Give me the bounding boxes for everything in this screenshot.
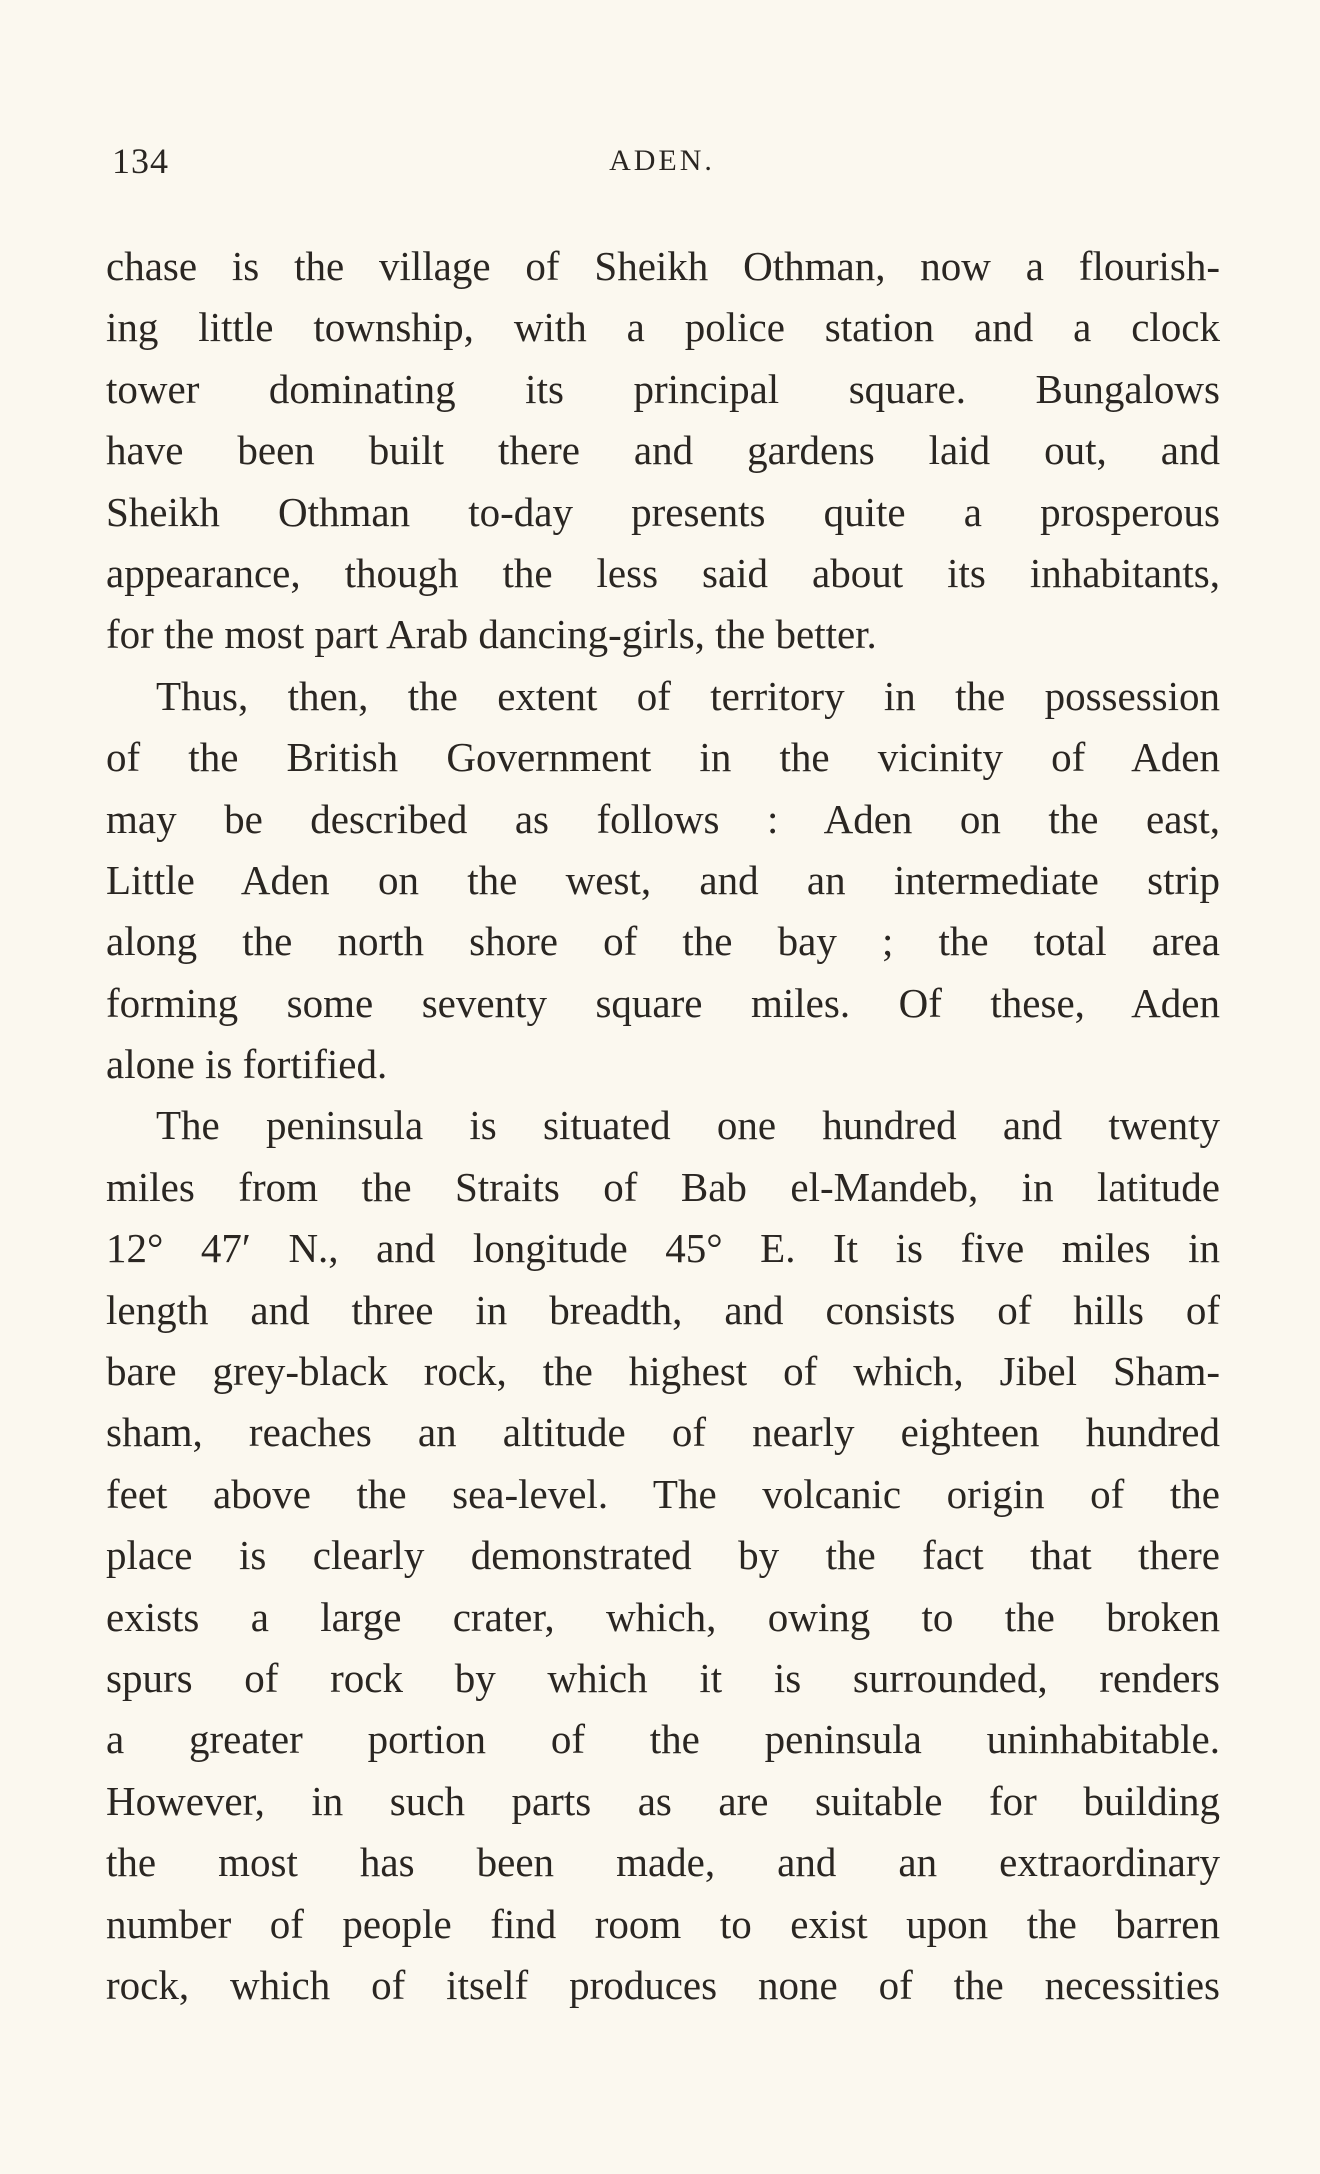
text-line: chase is the village of Sheikh Othman, now a flourish-	[106, 243, 1220, 289]
text-line: tower dominating its principal square. Bungalows	[106, 365, 1220, 412]
text-line: of the British Government in the vicinity of Aden	[106, 734, 1220, 781]
body-text	[106, 236, 1220, 2016]
text-line: the most has been made, and an extraordinary	[106, 1839, 1220, 1886]
text-line: ing little township, with a police station and a clock	[106, 304, 1220, 351]
text-line: have been built there and gardens laid out, and	[106, 427, 1220, 474]
page-number: 134	[112, 141, 169, 181]
text-line: However, in such parts as are suitable for building	[106, 1777, 1220, 1824]
text-line: appearance, though the less said about its inhabitants,	[106, 549, 1220, 596]
text-line: along the north shore of the bay ; the total area	[106, 918, 1220, 965]
running-head	[106, 140, 1218, 190]
text-line: alone is fortified.	[106, 1041, 388, 1088]
text-line: miles from the Straits of Bab el-Mandeb, in latitude	[106, 1163, 1220, 1210]
text-line: may be described as follows : Aden on the east,	[106, 795, 1220, 842]
text-line: bare grey-black rock, the highest of which, Jibel Sham-	[106, 1348, 1220, 1395]
text-line: Thus, then, the extent of territory in the possession	[156, 672, 1220, 719]
text-line: Little Aden on the west, and an intermediate strip	[106, 856, 1220, 903]
text-line: Sheikh Othman to-day presents quite a prosperous	[106, 488, 1220, 535]
text-line: sham, reaches an altitude of nearly eighteen hundred	[106, 1409, 1220, 1456]
text-line: rock, which of itself produces none of the necessities	[106, 1961, 1220, 2008]
text-line: a greater portion of the peninsula uninhabitable.	[106, 1716, 1220, 1763]
text-line: length and three in breadth, and consists of hills of	[106, 1286, 1220, 1333]
text-line: The peninsula is situated one hundred and twenty	[156, 1102, 1220, 1149]
text-line: forming some seventy square miles. Of these, Aden	[106, 979, 1220, 1026]
text-line: number of people find room to exist upon the barren	[106, 1900, 1220, 1947]
text-line: exists a large crater, which, owing to the broken	[106, 1593, 1220, 1640]
text-line: feet above the sea-level. The volcanic origin of the	[106, 1470, 1220, 1517]
text-line: for the most part Arab dancing-girls, the better.	[106, 611, 877, 658]
text-line: 12° 47′ N., and longitude 45° E. It is five miles in	[106, 1225, 1220, 1272]
text-line: place is clearly demonstrated by the fact that there	[106, 1532, 1220, 1579]
running-title: ADEN.	[609, 144, 715, 177]
text-line: spurs of rock by which it is surrounded, renders	[106, 1654, 1220, 1701]
